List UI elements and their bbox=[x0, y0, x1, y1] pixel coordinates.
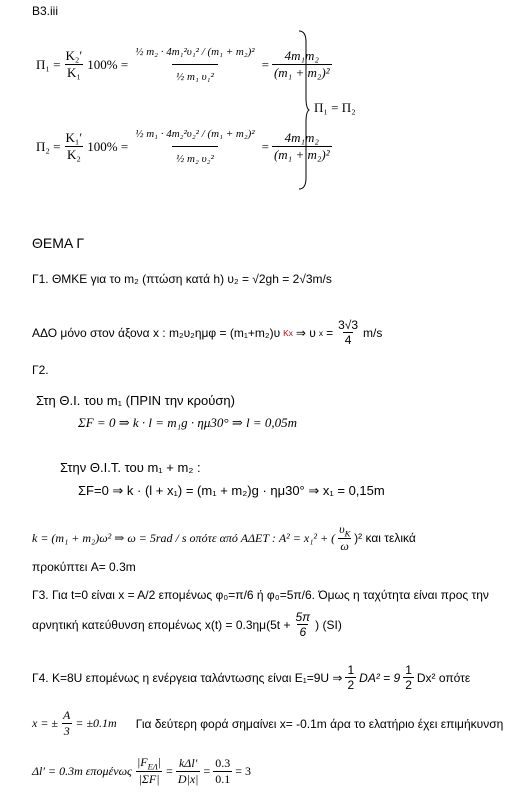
g1-line2: ΑΔΟ μόνο στον άξονα x : m₂υ₂ημφ = (m₁+m₂)υ Κx ⇒ υ x = $\frac{3√3}{4}$ m/s bbox=[32, 318, 383, 347]
pi1-ratio: $\frac{\text{K₂′}}{\text{K₁}}$ bbox=[65, 48, 83, 80]
g1-line1: Γ1. ΘΜΚΕ για το m₂ (πτώση κατά h) υ₂ = √2gh = 2√3m/s bbox=[32, 272, 332, 286]
pi1-pct: 100% = bbox=[87, 56, 129, 72]
pi1-equation bbox=[36, 40, 332, 89]
pi2-eq: = bbox=[261, 138, 269, 154]
pi1-big-fraction: $\frac{\text{½ m₂ · 4m₁²υ₁² / (m₁ + m₂)²}}{\text{½ m₁ υ₁²}}$ bbox=[131, 40, 258, 89]
g2-line4: ΣF=0 ⇒ k · (l + x₁) = (m₁ + m₂)g · ημ30° ⇒ x₁ = 0,15m bbox=[78, 483, 385, 498]
g2-line6: προκύπτει A= 0.3m bbox=[32, 560, 136, 574]
g2-label: Γ2. bbox=[32, 363, 49, 377]
g4-line3: Δl′ = 0.3m επομένως $\frac{|F_{E\Lambda}|}{|\Sigma F|}$ = $\frac{\text{kΔl′}}{D|x|}$ = $\frac{0.3}{0.1}$ = 3 bbox=[32, 755, 252, 787]
b3-heading: B3.iii bbox=[32, 4, 59, 18]
g3-line1: Γ3. Για t=0 είναι x = A/2 επομένως φ₀=π/6 ή φ₀=5π/6. Όμως η ταχύτητα είναι προς την bbox=[32, 588, 489, 602]
g2-line1: Στη Θ.Ι. του m₁ (ΠΡΙΝ την κρούση) bbox=[36, 393, 235, 408]
pi2-equation bbox=[36, 122, 332, 171]
g3-line2: αρνητική κατεύθυνση επομένως x(t) = 0.3ημ(5t + $\frac{5\pi}{6}$ ) (SI) bbox=[32, 610, 342, 639]
pi2-lhs: Π₂ = bbox=[36, 138, 61, 154]
g2-line5: k = (m₁ + m₂)ω² ⇒ ω = 5rad / s οπότε από ΑΔΕΤ : A² = x₁² + ( $\frac{\upsilon_K}{\omega}$ )² και τελικά bbox=[32, 522, 416, 554]
b3-conclusion: Π₁ = Π₂ bbox=[314, 100, 356, 115]
section-title: ΘΕΜΑ Γ bbox=[32, 235, 85, 251]
pi2-result: $\frac{\text{4m₁m₂}}{\text{(m₁ + m₂)²}}$ bbox=[273, 130, 330, 162]
g2-line3: Στην Θ.Ι.Τ. του m₁ + m₂ : bbox=[60, 460, 201, 475]
pi1-result: $\frac{\text{4m₁m₂}}{\text{(m₁ + m₂)²}}$ bbox=[273, 48, 330, 80]
g4-line2: x = ± $\frac{A}{3}$ = ±0.1m Για δεύτερη φορά σημαίνει x= -0.1m άρα το ελατήριο έχει επιμήκυνση bbox=[32, 708, 504, 738]
pi1-lhs: Π₁ = bbox=[36, 56, 61, 72]
g2-line2: ΣF = 0 ⇒ k · l = m₁g · ημ30° ⇒ l = 0,05m bbox=[78, 415, 297, 430]
pi2-pct: 100% = bbox=[87, 138, 129, 154]
pi2-big-fraction: $\frac{\text{½ m₁ · 4m₂²υ₂² / (m₁ + m₂)²}}{\text{½ m₂ υ₂²}}$ bbox=[131, 122, 258, 171]
right-brace-icon bbox=[298, 30, 310, 190]
pi2-ratio: $\frac{\text{K₁′}}{\text{K₂}}$ bbox=[65, 130, 83, 162]
g4-line1: Γ4. K=8U επομένως η ενέργεια ταλάντωσης είναι E₁=9U ⇒ $\frac{1}{2}$ DA² = 9 $\frac{1}{2}$ Dx² οπότε bbox=[32, 663, 471, 692]
pi1-eq: = bbox=[261, 56, 269, 72]
